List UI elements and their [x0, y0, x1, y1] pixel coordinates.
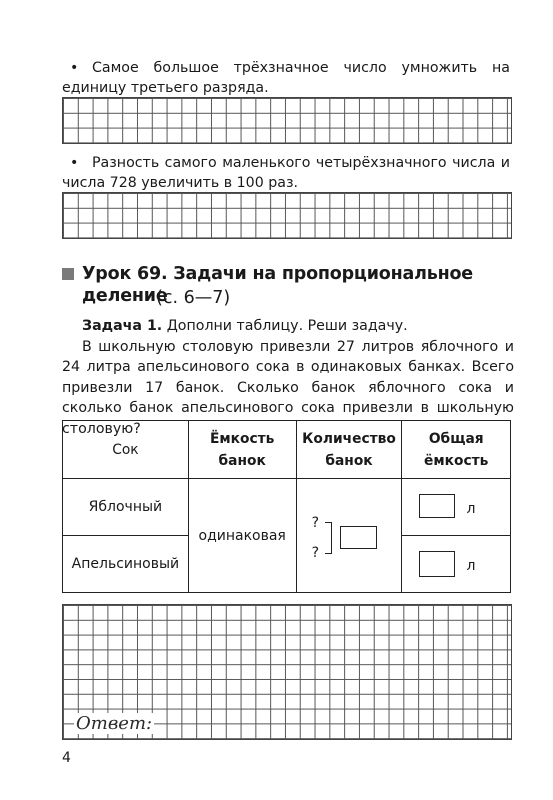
bullet-icon: • [70, 155, 79, 171]
lesson-title: Урок 69. Задачи на пропорциональное деление [82, 264, 473, 306]
total-apple-box[interactable] [419, 494, 455, 518]
header-count: Количество банок [296, 421, 402, 479]
page-number: 4 [62, 750, 71, 766]
answer-label: Ответ: [76, 713, 153, 734]
cell-capacity: одинаковая [188, 479, 296, 593]
exercise-2-text [62, 153, 510, 193]
unit-liter-orange: л [466, 558, 476, 574]
writing-grid-1[interactable] [62, 97, 512, 144]
header-total: Общая ёмкость [402, 421, 511, 479]
brace-icon [325, 522, 332, 554]
cell-count[interactable] [296, 479, 402, 593]
lesson-square-icon [62, 268, 74, 280]
exercise-2-body: Разность самого маленького четырёхзначного числа и числа 728 увеличить в 100 раз. [62, 155, 510, 191]
task-1-instruction: Дополни таблицу. Реши задачу. [166, 318, 408, 334]
exercise-1-body: Самое большое трёхзначное число умножить на единицу третьего разряда. [62, 60, 510, 96]
task-table [62, 420, 511, 593]
row-apple-name: Яблочный [63, 479, 189, 536]
bullet-icon: • [70, 60, 79, 76]
task-1-body: В школьную столовую привезли 27 литров яблочного и 24 литра апельсинового сока в одинаковых банках. Всего привезли 17 банок. Сколько банок яблочного сока и сколько банок апельсинового сока привезли в школьную столовую? [62, 338, 514, 437]
header-capacity: Ёмкость банок [188, 421, 296, 479]
cell-total-apple[interactable] [402, 479, 511, 536]
total-orange-box[interactable] [419, 551, 455, 577]
header-juice: Сок [63, 421, 189, 479]
writing-grid-2[interactable] [62, 192, 512, 239]
unit-liter-apple: л [466, 501, 476, 517]
count-answer-box[interactable] [340, 526, 377, 549]
row-orange-name: Апельсиновый [63, 536, 189, 593]
lesson-pages: (с. 6—7) [156, 288, 231, 308]
question-mark-apple: ? [311, 515, 320, 531]
exercise-1-text [62, 58, 510, 98]
question-mark-orange: ? [311, 545, 320, 561]
cell-total-orange[interactable] [402, 536, 511, 593]
task-1-label: Задача 1. [82, 318, 163, 334]
